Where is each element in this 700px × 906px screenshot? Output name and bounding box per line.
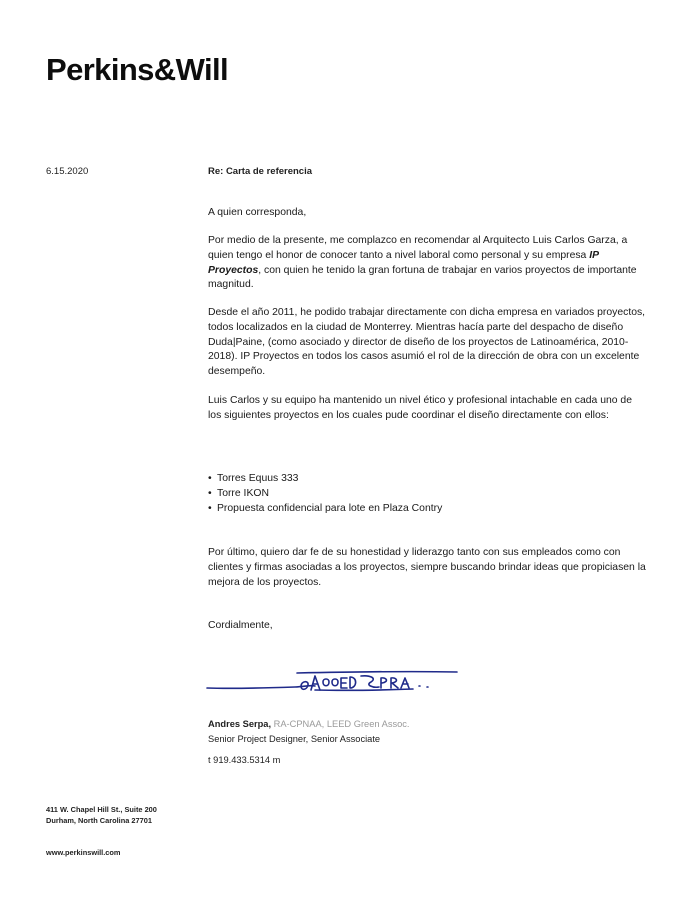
handwritten-signature <box>205 664 465 704</box>
address-line-2: Durham, North Carolina 27701 <box>46 816 152 825</box>
p1-text-after: , con quien he tenido la gran fortuna de trabajar en varios proyectos de importante magnitud. <box>208 264 637 291</box>
salutation-text: A quien corresponda, <box>208 207 307 218</box>
salutation <box>208 206 648 221</box>
letter-subject: Re: Carta de referencia <box>208 166 313 177</box>
project-name: Torre IKON <box>217 487 269 499</box>
project-name: Propuesta confidencial para lote en Plaza Contry <box>217 502 443 514</box>
office-address <box>46 804 157 826</box>
bullet-icon: • <box>208 473 212 484</box>
p1-text-before: Por medio de la presente, me complazco en recomendar al Arquitecto Luis Carlos Garza, a quien tengo el honor de conocer tanto a nivel laboral como personal y su empresa <box>208 235 628 261</box>
signer-title: Senior Project Designer, Senior Associate <box>208 734 381 744</box>
signer-name: Andres Serpa, <box>208 719 272 729</box>
paragraph-ethics <box>208 394 648 424</box>
list-item <box>208 502 648 517</box>
bullet-icon: • <box>208 502 212 514</box>
bullet-icon: • <box>208 487 212 499</box>
paragraph-ethics-text: Luis Carlos y su equipo ha mantenido un nivel ético y profesional intachable en cada uno de los siguientes proyectos en los cuales pude coordinar el diseño directamente con ellos: <box>208 395 632 421</box>
signer-credentials: RA-CPNAA, LEED Green Assoc. <box>271 719 410 729</box>
list-item <box>208 472 648 487</box>
company-name: IP Proyectos <box>208 249 599 276</box>
closing-text: Cordialmente, <box>208 620 273 631</box>
paragraph-history-text: Desde el año 2011, he podido trabajar directamente con dicha empresa en variados proyectos, todos localizados en la ciudad de Monterrey. Mientras hacía parte del despacho de diseño Duda|Paine, (como asociado y director de diseño de los proyectos de Latinoamérica, 2010-2018). IP Proyectos en todos los casos asumió el rol de la dirección de obra con un excelente desempeño. <box>208 307 646 378</box>
signer-line <box>208 717 410 732</box>
website-link[interactable]: www.perkinswill.com <box>46 848 121 857</box>
letter-date: 6.15.2020 <box>46 166 89 177</box>
project-name: Torres Equus 333 <box>217 473 299 484</box>
paragraph-recommendation-text <box>208 234 648 293</box>
signer-phone: t 919.433.5314 m <box>208 755 281 765</box>
project-list <box>208 472 648 516</box>
signature-block <box>208 717 410 768</box>
paragraph-history <box>208 306 648 380</box>
address-line-1: 411 W. Chapel Hill St., Suite 200 <box>46 805 157 814</box>
paragraph-leadership <box>208 546 648 590</box>
company-logo: Perkins&Will <box>46 52 229 87</box>
closing <box>208 619 648 634</box>
paragraph-recommendation <box>208 234 648 293</box>
paragraph-leadership-text: Por último, quiero dar fe de su honestidad y liderazgo tanto con sus empleados como con clientes y firmas asociadas a los proyectos, siempre buscando brindar ideas que propiciasen la mejora de los proyectos. <box>208 547 646 588</box>
list-item <box>208 487 648 502</box>
